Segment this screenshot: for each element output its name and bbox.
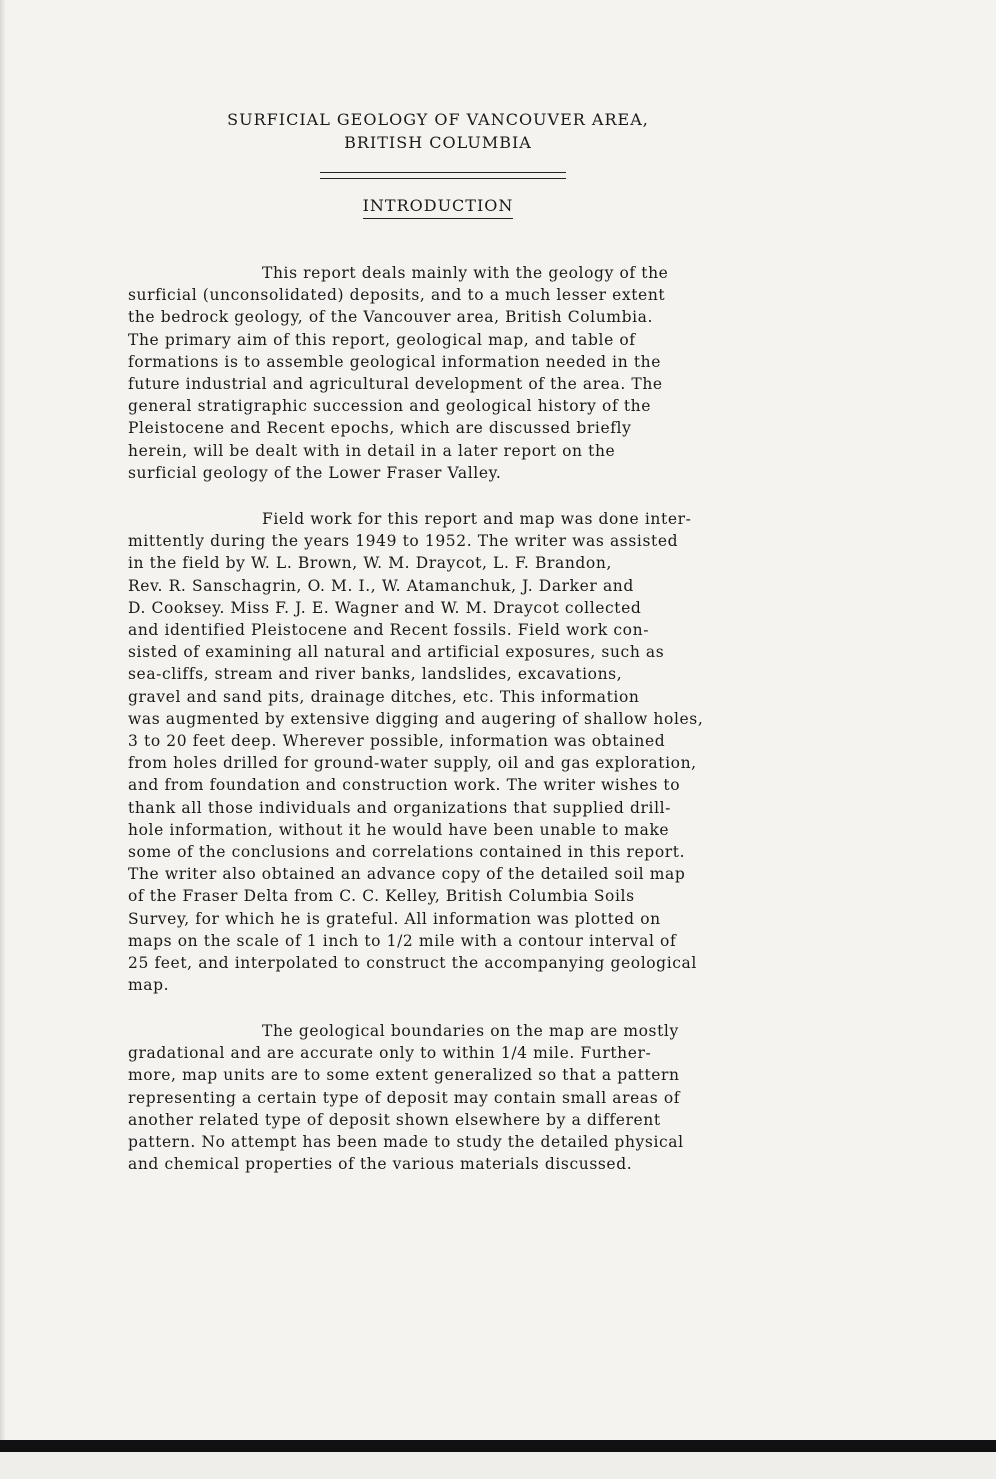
paragraph-line: This report deals mainly with the geology of the (262, 264, 669, 282)
paragraph-line: future industrial and agricultural development of the area. The (128, 375, 663, 394)
title-line-1: SURFICIAL GEOLOGY OF VANCOUVER AREA, (227, 110, 649, 129)
paragraph-line: Rev. R. Sanschagrin, O. M. I., W. Atamanchuk, J. Darker and (128, 576, 634, 595)
paragraph-line: Field work for this report and map was done inter- (262, 510, 692, 528)
paragraph-line: more, map units are to some extent generalized so that a pattern (128, 1066, 680, 1085)
paragraph-line: and identified Pleistocene and Recent fossils. Field work con- (128, 621, 650, 640)
document-title (0, 108, 876, 154)
paragraph-line: another related type of deposit shown elsewhere by a different (128, 1110, 661, 1129)
paragraph-line: from holes drilled for ground-water supply, oil and gas exploration, (128, 754, 697, 773)
scan-bottom-edge (0, 1440, 996, 1452)
paragraph-line: pattern. No attempt has been made to study the detailed physical (128, 1133, 684, 1152)
paragraph-line: 25 feet, and interpolated to construct the accompanying geological (128, 954, 697, 973)
paragraph-line: herein, will be dealt with in detail in a later report on the (128, 441, 616, 460)
paragraph-2 (128, 508, 788, 996)
paragraph-line: formations is to assemble geological information needed in the (128, 352, 662, 371)
paragraph-line: Pleistocene and Recent epochs, which are discussed briefly (128, 419, 632, 438)
paragraph-line: surficial geology of the Lower Fraser Valley. (128, 463, 502, 482)
title-line-2: BRITISH COLUMBIA (344, 133, 532, 152)
paragraph-line: and chemical properties of the various materials discussed. (128, 1155, 633, 1174)
paragraph-line: map. (128, 976, 170, 995)
paragraph-line: general stratigraphic succession and geological history of the (128, 397, 652, 416)
paragraph-line: 3 to 20 feet deep. Wherever possible, information was obtained (128, 732, 666, 751)
paragraph-line: in the field by W. L. Brown, W. M. Draycot, L. F. Brandon, (128, 554, 612, 573)
paragraph-line: the bedrock geology, of the Vancouver area, British Columbia. (128, 308, 654, 327)
paragraph-line: The primary aim of this report, geological map, and table of (128, 330, 636, 349)
page-left-edge (0, 0, 6, 1440)
paragraph-line: and from foundation and construction work. The writer wishes to (128, 776, 681, 795)
paragraph-line: sisted of examining all natural and artificial exposures, such as (128, 643, 665, 662)
paragraph-line: representing a certain type of deposit may contain small areas of (128, 1088, 681, 1107)
paragraph-line: surficial (unconsolidated) deposits, and to a much lesser extent (128, 286, 666, 305)
paragraph-line: was augmented by extensive digging and augering of shallow holes, (128, 709, 704, 728)
paragraph-line: mittently during the years 1949 to 1952. The writer was assisted (128, 532, 679, 551)
paragraph-line: D. Cooksey. Miss F. J. E. Wagner and W. M. Draycot collected (128, 598, 642, 617)
title-double-rule (320, 172, 566, 179)
paragraph-line: maps on the scale of 1 inch to 1/2 mile with a contour interval of (128, 931, 677, 950)
section-heading-text: INTRODUCTION (363, 196, 514, 219)
paragraph-line: of the Fraser Delta from C. C. Kelley, British Columbia Soils (128, 887, 635, 906)
paragraph-line: The writer also obtained an advance copy of the detailed soil map (128, 865, 686, 884)
paragraph-line: some of the conclusions and correlations contained in this report. (128, 843, 686, 862)
paragraph-line: sea-cliffs, stream and river banks, landslides, excavations, (128, 665, 623, 684)
section-heading (0, 196, 876, 215)
paragraph-line: The geological boundaries on the map are mostly (262, 1022, 679, 1040)
paragraph-line: hole information, without it he would have been unable to make (128, 820, 670, 839)
paragraph-line: gravel and sand pits, drainage ditches, etc. This information (128, 687, 640, 706)
scan-bottom-margin (0, 1452, 996, 1479)
paragraph-line: Survey, for which he is grateful. All information was plotted on (128, 909, 661, 928)
paragraph-line: gradational and are accurate only to within 1/4 mile. Further- (128, 1044, 652, 1063)
paragraph-1 (128, 262, 788, 484)
paragraph-3 (128, 1020, 788, 1175)
paragraph-line: thank all those individuals and organizations that supplied drill- (128, 798, 672, 817)
